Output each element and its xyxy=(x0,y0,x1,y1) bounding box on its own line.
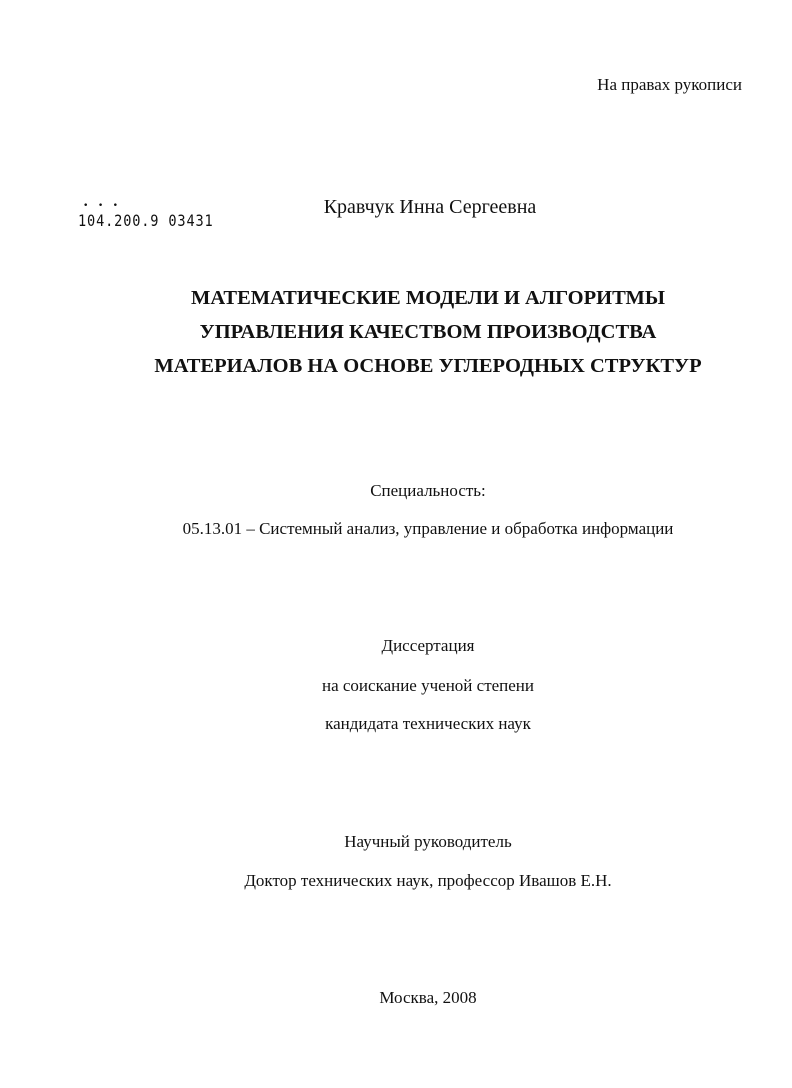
degree-field: кандидата технических наук xyxy=(325,714,531,733)
specialty-value: 05.13.01 – Системный анализ, управление и обработка информации xyxy=(182,519,674,538)
author-name: Кравчук Инна Сергеевна xyxy=(323,196,537,218)
dissertation-title xyxy=(0,281,792,383)
degree-line: на соискание ученой степени xyxy=(321,676,535,695)
title-line: МАТЕРИАЛОВ НА ОСНОВЕ УГЛЕРОДНЫХ СТРУКТУР xyxy=(154,355,702,377)
dissertation-label: Диссертация xyxy=(381,636,475,655)
title-line: МАТЕМАТИЧЕСКИЕ МОДЕЛИ И АЛГОРИТМЫ xyxy=(191,287,665,309)
supervisor-name: Доктор технических наук, профессор Ивашов Е.Н. xyxy=(244,871,612,890)
archive-stamp-mark: • • • xyxy=(83,201,121,211)
specialty-label: Специальность: xyxy=(370,481,486,500)
title-line: УПРАВЛЕНИЯ КАЧЕСТВОМ ПРОИЗВОДСТВА xyxy=(199,321,657,343)
place-year: Москва, 2008 xyxy=(379,988,477,1007)
rights-note: На правах рукописи xyxy=(597,75,742,94)
archive-stamp: 104.200.9 03431 xyxy=(78,211,214,230)
supervisor-label: Научный руководитель xyxy=(344,832,512,851)
